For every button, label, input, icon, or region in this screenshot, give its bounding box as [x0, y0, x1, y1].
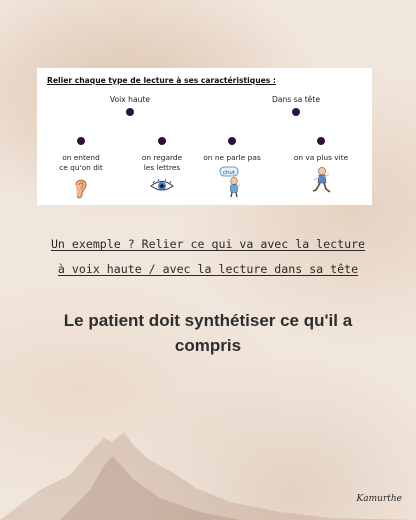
- feature-dot-1[interactable]: [77, 137, 85, 145]
- thinking-person-icon: [219, 166, 245, 198]
- example-caption-line-1: Un exemple ? Relier ce qui va avec la lecture: [50, 237, 366, 251]
- speech-bubble-text: chut: [222, 169, 236, 176]
- main-statement-line-1: Le patient doit synthétiser ce qu'il a: [63, 311, 353, 330]
- example-caption-line-2: à voix haute / avec la lecture dans sa tête: [57, 262, 359, 276]
- feature-label-3: on ne parle pas: [203, 153, 261, 162]
- feature-dot-3[interactable]: [228, 137, 236, 145]
- feature-dot-2[interactable]: [158, 137, 166, 145]
- exercise-card: [37, 68, 372, 205]
- exercise-title: Relier chaque type de lecture à ses caractéristiques :: [47, 76, 276, 85]
- mountain-watercolor-decoration: [0, 380, 416, 520]
- running-person-icon: [310, 166, 332, 196]
- category-dot-dans-sa-tete[interactable]: [292, 108, 300, 116]
- feature-dot-4[interactable]: [317, 137, 325, 145]
- main-statement-line-2: compris: [174, 336, 242, 355]
- main-statement: [0, 308, 416, 358]
- feature-label-4: on va plus vite: [293, 153, 349, 162]
- category-voix-haute: Voix haute: [109, 95, 151, 104]
- category-dot-voix-haute[interactable]: [126, 108, 134, 116]
- ear-icon: [73, 176, 89, 200]
- feature-label-1: on entend ce qu'on dit: [59, 153, 103, 172]
- category-dans-sa-tete: Dans sa tête: [271, 95, 321, 104]
- signature: Kamurthe: [356, 494, 402, 504]
- eye-icon: [150, 179, 174, 193]
- feature-label-2: on regarde les lettres: [141, 153, 183, 172]
